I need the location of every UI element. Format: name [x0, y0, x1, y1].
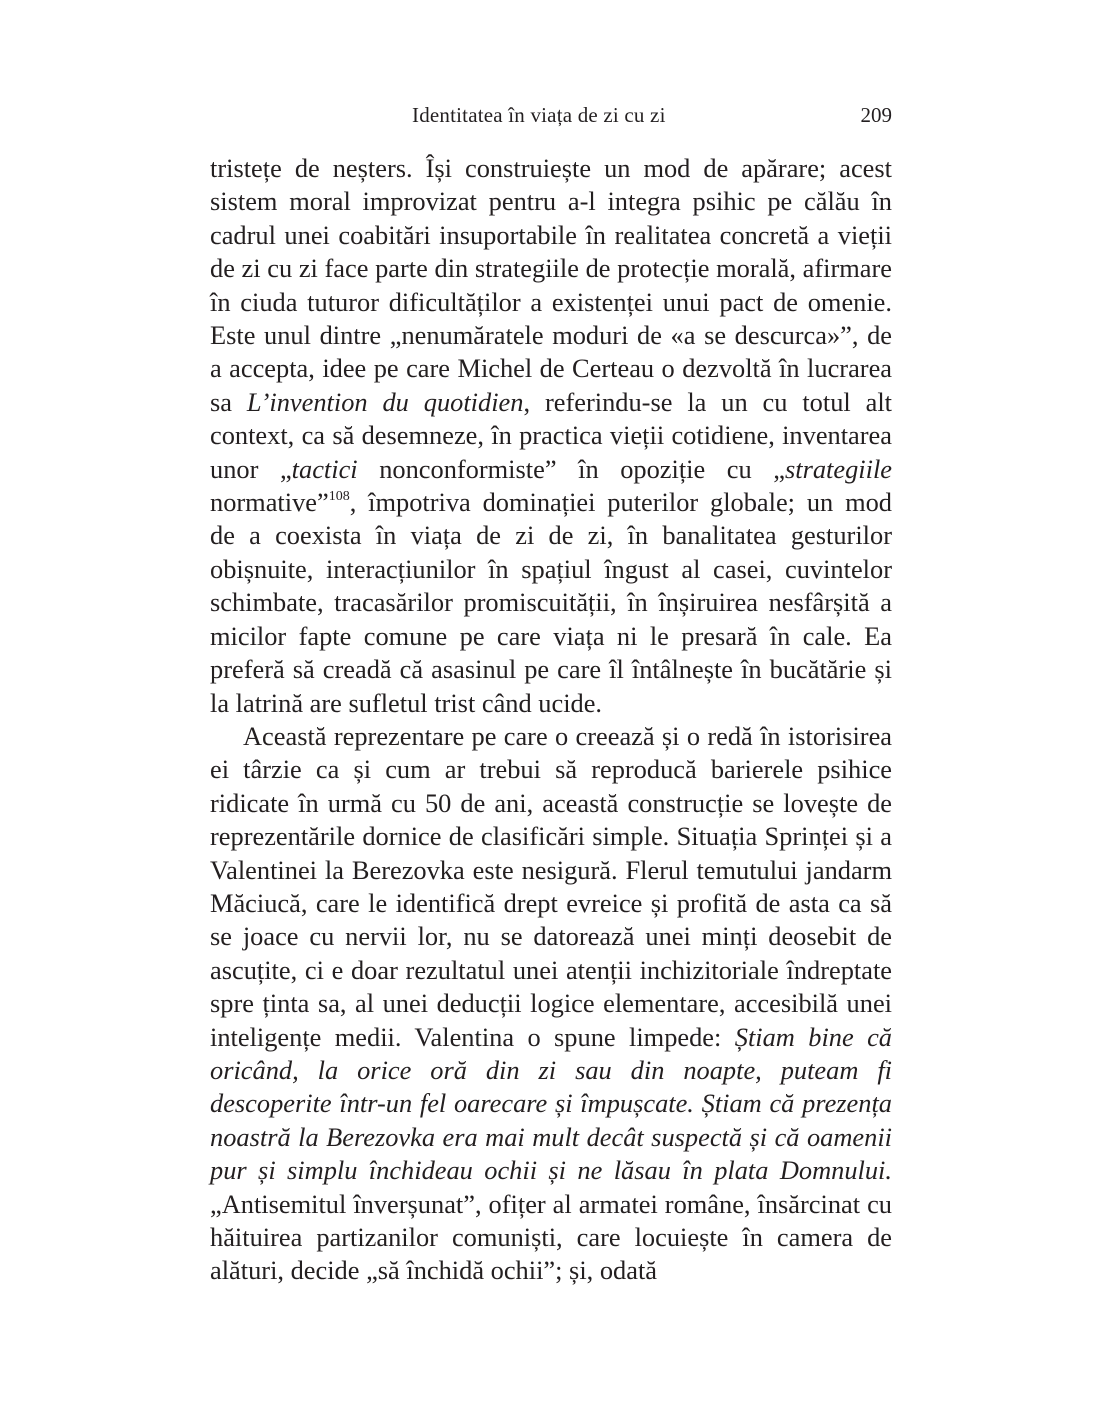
text-segment: „Antisemitul înverșunat”, ofițer al armatei române, însărcinat cu hăituirea partizanilor comuniști, care locuiește în camera de alături, decide „să închidă ochii”; și, odată — [210, 1188, 892, 1286]
text-segment: nonconformiste” în opoziție cu „ — [357, 453, 785, 484]
footnote-reference: 108 — [328, 489, 350, 505]
text-segment: normative” — [210, 487, 329, 518]
text-segment: , împotriva dominației puterilor globale; un mod de a coexista în viața de zi de zi, în banalitatea gesturilor obișnuite, interacțiunilor în spațiul îngust al casei, cuvintelor schimbate, tracasărilor promiscuității, în înșiruirea nesfârșită a micilor fapte comune pe care viața ni le presară în cale. Ea preferă să creadă că asasinul pe care îl întâlnește în bucătărie și la latrină are sufletul trist când ucide. — [210, 487, 892, 718]
text-segment: tristețe de neșters. Își construiește un mod de apărare; acest sistem moral improvizat pentru a-l integra psihic pe călău în cadrul unei coabitări insuportabile în realitatea concretă a vieții de zi cu zi face parte din strategiile de protecție morală, afirmare în ciuda tuturor dificultăților a existenței unui pact de omenie. Este unul dintre „nenumăratele moduri de «a se descurca»”, de a accepta, idee pe care Michel de Certeau o dezvoltă în lucrarea sa — [210, 153, 892, 417]
italic-term: tactici — [291, 453, 358, 484]
paragraph — [210, 720, 892, 1288]
text-segment: Această reprezentare pe care o creează și o redă în istorisirea ei târzie ca și cum ar trebui să reproducă barierele psihice ridicate în urmă cu 50 de ani, această construcție se lovește de reprezentările dornice de clasificări simple. Situația Sprinței și a Valentinei la Berezovka este nesigură. Flerul temutului jandarm Măciucă, care le identifică drept evreice și profită de asta ca să se joace cu nervii lor, nu se datorează unei minți deosebit de ascuțite, ci e doar rezultatul unei atenții inchizitoriale îndreptate spre ținta sa, al unei deducții logice elementare, accesibilă unei inteligențe medii. Valentina o spune limpede: — [210, 720, 892, 1052]
page-number: 209 — [860, 103, 892, 127]
body-text — [210, 152, 892, 1288]
paragraph — [210, 152, 892, 720]
running-title: Identitatea în viața de zi cu zi — [412, 103, 666, 127]
italic-quotation: Știam bine că oricând, la orice oră din zi sau din noapte, puteam fi descoperite într-un fel oarecare și împușcate. Știam că prezența noastră la Berezovka era mai mult decât suspectă și că oamenii pur și simplu închideau ochii și ne lăsau în plata Domnului. — [210, 1021, 892, 1186]
text-segment: , referindu-se la un cu totul alt context, ca să desemneze, în practica vieții cotidiene, inventarea unor „ — [210, 386, 892, 484]
italic-term: strategiile — [784, 453, 893, 484]
running-header — [210, 100, 892, 130]
book-title-italic: L’invention du quotidien — [246, 386, 524, 417]
